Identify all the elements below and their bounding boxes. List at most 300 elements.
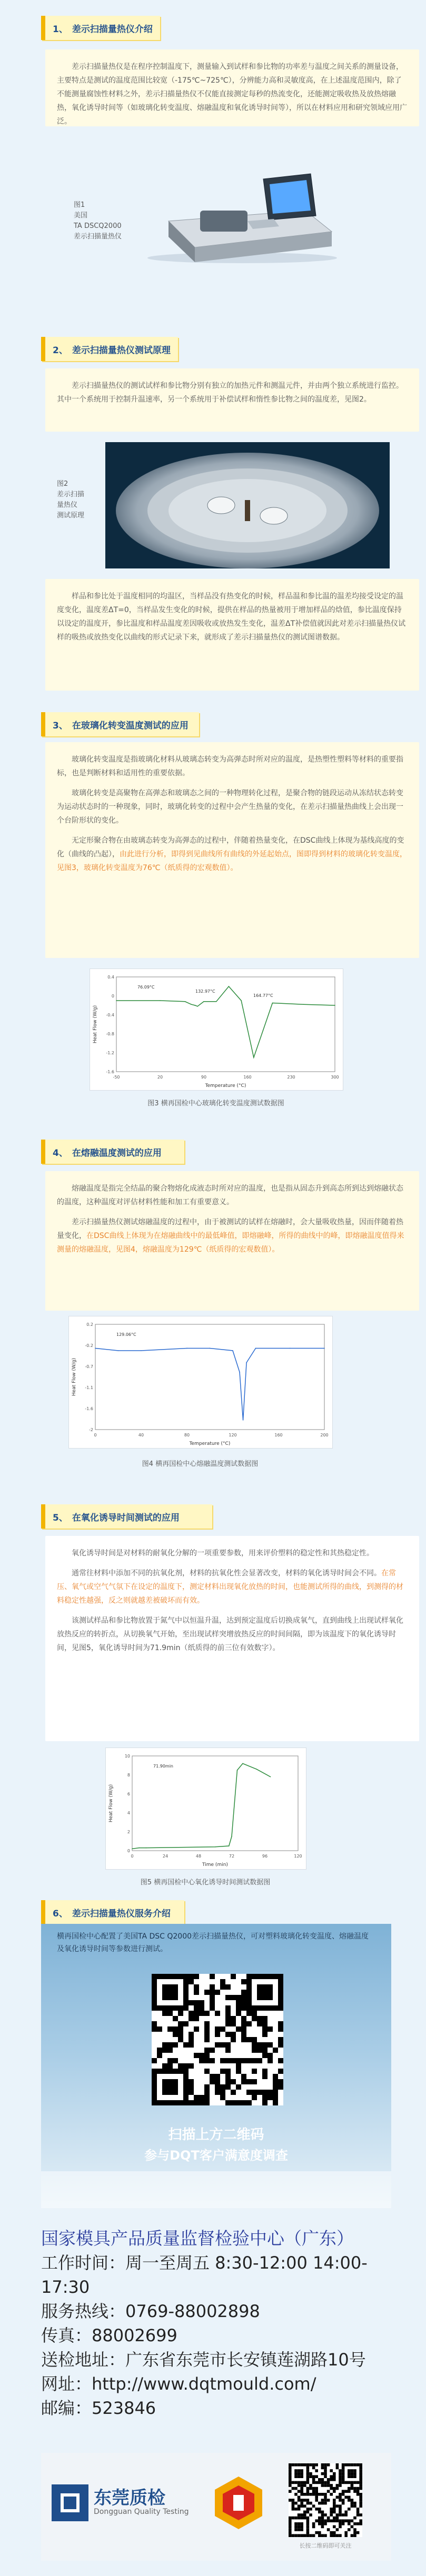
qr-module — [336, 2513, 339, 2517]
qr-module — [278, 1990, 283, 1995]
qr-module — [173, 1984, 178, 1990]
qr-module — [344, 2496, 348, 2499]
qr-module — [324, 2499, 327, 2502]
qr-module — [327, 2528, 330, 2531]
x-tick-label: 160 — [243, 1075, 252, 1080]
qr-module — [300, 2513, 303, 2517]
qr-module — [246, 2021, 252, 2026]
qr-module — [321, 2484, 324, 2487]
figure-1-label: 图1 美国 TA DSCQ2000 差示扫描量热仪 — [74, 201, 122, 241]
chart-annotation: 71.90min — [153, 1764, 173, 1769]
qr-module — [348, 2481, 351, 2484]
qr-module — [157, 2069, 162, 2074]
data-point — [195, 1005, 196, 1006]
qr-module — [315, 2469, 318, 2472]
x-tick-label: 230 — [287, 1075, 295, 1080]
qr-module — [178, 2037, 183, 2042]
plot-frame — [116, 977, 335, 1072]
qr-module — [359, 2472, 362, 2475]
qr-module — [321, 2472, 324, 2475]
qr-module — [183, 1995, 189, 2000]
qr-module — [298, 2525, 301, 2529]
qr-module — [220, 2069, 225, 2074]
qr-module — [351, 2475, 354, 2478]
qr-module — [241, 2016, 246, 2021]
qr-module — [303, 2513, 306, 2517]
qr-module — [194, 2011, 199, 2016]
qr-module — [306, 2493, 310, 2496]
qr-module — [152, 2026, 157, 2032]
qr-module — [318, 2508, 321, 2511]
chart-glass-transition — [90, 969, 343, 1091]
qr-module — [210, 2074, 215, 2079]
qr-module — [152, 1984, 157, 1990]
section-4-highlight: 在DSC曲线上体现为在熔融曲线中的最低峰值，即熔融峰，所得的曲线中的峰，即熔融温度值得来测量的熔融温度，见图4，熔融温度为129℃（纸质得的宏观数值）。 — [57, 1232, 404, 1254]
qr-module — [241, 2032, 246, 2037]
y-tick-label: -0.7 — [85, 1364, 93, 1369]
qr-module — [321, 2522, 324, 2525]
qr-module — [353, 2475, 356, 2478]
qr-module — [294, 2469, 298, 2472]
qr-module — [339, 2511, 342, 2514]
data-point — [253, 1057, 254, 1058]
qr-module — [330, 2475, 333, 2478]
qr-module — [268, 2058, 273, 2063]
qr-module — [183, 2042, 189, 2048]
qr-module — [289, 2478, 292, 2481]
qr-module — [204, 2084, 210, 2090]
chart-oit — [105, 1748, 306, 1870]
data-point — [334, 1005, 335, 1006]
qr-module — [292, 2481, 295, 2484]
qr-module — [330, 2519, 333, 2522]
qr-module — [298, 2528, 301, 2531]
data-point — [216, 1001, 217, 1002]
qr-module — [336, 2496, 339, 2499]
section-3-text-1: 玻璃化转变温度是指玻璃化材料从玻璃态转变为高弹态时所对应的温度，是热塑性塑料等材料的重要指标，也是判断材料和适用性的重要依据。 — [57, 755, 403, 777]
x-tick-label: 120 — [294, 1854, 302, 1859]
qr-module — [162, 1990, 167, 1995]
qr-module — [359, 2481, 362, 2484]
qr-module — [241, 2005, 246, 2011]
qr-module — [306, 2463, 310, 2467]
y-tick-label: 2 — [127, 1830, 130, 1834]
qr-module — [312, 2467, 315, 2470]
qr-module — [268, 2005, 273, 2011]
qr-module — [289, 2517, 292, 2520]
qr-module — [303, 2517, 306, 2520]
qr-module — [204, 2011, 210, 2016]
qr-module — [306, 2508, 310, 2511]
qr-module — [173, 1995, 178, 2000]
survey-qr-code[interactable] — [152, 1974, 283, 2105]
qr-module — [246, 2000, 252, 2005]
qr-module — [252, 2042, 257, 2048]
qr-module — [348, 2499, 351, 2502]
chart-annotation: 129.06°C — [116, 1332, 136, 1337]
y-tick-label: 8 — [127, 1773, 130, 1778]
qr-module — [321, 2467, 324, 2470]
data-point — [256, 1769, 257, 1770]
qr-module — [199, 2000, 204, 2005]
qr-module — [359, 2463, 362, 2467]
qr-module — [353, 2534, 356, 2537]
section-4-header: 4、 在熔融温度测试的应用 — [41, 1140, 184, 1164]
qr-module — [152, 2000, 157, 2005]
qr-module — [236, 2069, 241, 2074]
postcode: 邮编：523846 — [41, 2398, 156, 2418]
qr-module — [300, 2493, 303, 2496]
section-4-title: 在熔融温度测试的应用 — [72, 1147, 162, 1159]
qr-module — [351, 2484, 354, 2487]
qr-module — [189, 2011, 194, 2016]
qr-module — [257, 2021, 262, 2026]
section-6-text: 横再国检中心配置了美国TA DSC Q2000差示扫描量热仪，可对塑料玻璃化转变温度、熔融温度及氧化诱导时间等参数进行测试。 — [57, 1932, 369, 1953]
qr-module — [157, 1974, 162, 1979]
qr-module — [309, 2534, 312, 2537]
qr-module — [306, 2487, 310, 2490]
qr-module — [303, 2484, 306, 2487]
qr-module — [298, 2484, 301, 2487]
qr-module — [167, 2011, 173, 2016]
qr-module — [278, 2005, 283, 2011]
qr-module — [312, 2478, 315, 2481]
qr-module — [273, 2095, 278, 2100]
brand-name-en: Dongguan Quality Testing — [94, 2508, 189, 2516]
section-5-text-3: 该测试样品和参比物放置于氮气中以恒温升温，达到预定温度后切换成氧气，直到曲线上出现试样氧化放热反应的转折点，从切换氧气开始，至出现试样突增放热反应的时间间隔，即为该温度下的氧化诱导时间，见图5，氧化诱导时间为71.9min（纸质得的前三位有效数字）。 — [57, 1616, 403, 1652]
y-tick-label: -1.6 — [106, 1070, 114, 1074]
qr-module — [333, 2502, 336, 2505]
qr-module — [344, 2463, 348, 2467]
qr-module — [359, 2478, 362, 2481]
data-point — [95, 1348, 96, 1349]
qr-module — [210, 2048, 215, 2053]
qr-module — [351, 2504, 354, 2508]
qr-module — [268, 1974, 273, 1979]
qr-module — [204, 2026, 210, 2032]
qr-module — [252, 2090, 257, 2095]
qr-module — [225, 2016, 231, 2021]
qr-module — [199, 2058, 204, 2063]
qr-module — [236, 2000, 241, 2005]
qr-module — [252, 2095, 257, 2100]
org-name: 国家模具产品质量监督检验中心（广东） — [41, 2228, 354, 2249]
qr-module — [210, 2079, 215, 2084]
qr-module — [246, 1979, 252, 1984]
qr-module — [306, 2475, 310, 2478]
section-2-body — [45, 368, 419, 432]
qr-module — [306, 2499, 310, 2502]
qr-module — [162, 2090, 167, 2095]
qr-module — [194, 2053, 199, 2058]
x-tick-label: 0 — [94, 1433, 97, 1437]
qr-module — [278, 2058, 283, 2063]
qr-module — [225, 2032, 231, 2037]
qr-module — [300, 2517, 303, 2520]
qr-module — [289, 2522, 292, 2525]
qr-module — [300, 2487, 303, 2490]
qr-module — [306, 2490, 310, 2493]
qr-module — [321, 2534, 324, 2537]
chart-annotation: 164.77°C — [253, 993, 273, 998]
qr-module — [342, 2478, 345, 2481]
x-tick-label: 200 — [320, 1433, 329, 1437]
qr-module — [306, 2478, 310, 2481]
qr-module — [241, 1990, 246, 1995]
qr-module — [344, 2481, 348, 2484]
qr-module — [306, 2511, 310, 2514]
qr-module — [342, 2472, 345, 2475]
qr-module — [342, 2499, 345, 2502]
qr-module — [321, 2517, 324, 2520]
qr-module — [278, 2042, 283, 2048]
qr-module — [167, 2090, 173, 2095]
y-tick-label: -1.1 — [85, 1385, 93, 1390]
qr-module — [225, 2100, 231, 2105]
qr-module — [262, 2074, 268, 2079]
qr-module — [162, 2048, 167, 2053]
qr-module — [339, 2493, 342, 2496]
qr-module — [273, 2090, 278, 2095]
qr-module — [194, 2005, 199, 2011]
qr-module — [173, 2100, 178, 2105]
qr-module — [167, 2079, 173, 2084]
qr-module — [152, 2100, 157, 2105]
qr-module — [353, 2531, 356, 2534]
data-point — [145, 1848, 146, 1849]
qr-module — [204, 2021, 210, 2026]
qr-module — [351, 2463, 354, 2467]
data-point — [243, 1420, 244, 1421]
contact-info — [41, 2226, 391, 2420]
qr-module — [353, 2504, 356, 2508]
series-line — [116, 986, 335, 1057]
y-tick-label: 4 — [127, 1811, 130, 1815]
qr-module — [321, 2499, 324, 2502]
qr-module — [262, 1990, 268, 1995]
qr-module — [309, 2502, 312, 2505]
qr-module — [178, 2069, 183, 2074]
qr-module — [336, 2467, 339, 2470]
qr-module — [189, 2000, 194, 2005]
qr-module — [324, 2513, 327, 2517]
qr-module — [330, 2493, 333, 2496]
qr-module — [339, 2475, 342, 2478]
y-tick-label: -1.2 — [106, 1051, 114, 1055]
qr-module — [312, 2490, 315, 2493]
qr-module — [318, 2511, 321, 2514]
qr-module — [183, 2084, 189, 2090]
qr-module — [300, 2469, 303, 2472]
qr-module — [268, 1984, 273, 1990]
qr-module — [289, 2519, 292, 2522]
qr-module — [257, 1990, 262, 1995]
qr-module — [324, 2519, 327, 2522]
qr-module — [246, 2100, 252, 2105]
qr-module — [215, 2042, 220, 2048]
qr-module — [312, 2487, 315, 2490]
qr-module — [262, 2005, 268, 2011]
section-5-text-1: 氧化诱导时间是对材料的耐氧化分解的一项重要参数，用来评价塑料的稳定性和其热稳定性。 — [72, 1549, 374, 1557]
qr-module — [162, 1974, 167, 1979]
qr-module — [262, 2053, 268, 2058]
data-point — [132, 1849, 133, 1850]
qr-module — [199, 2053, 204, 2058]
qr-module — [204, 2095, 210, 2100]
qr-module — [210, 1995, 215, 2000]
qr-module — [178, 2100, 183, 2105]
qr-module — [300, 2499, 303, 2502]
section-5-highlight: 在常压、氧气或空气气氛下在设定的温度下，测定材料出现氧化放热的时间，也能测试所得的曲线，到测得的材料稳定性越强，反之则就越差被破坏而有效。 — [57, 1569, 403, 1605]
data-point — [215, 1846, 216, 1848]
qr-module — [167, 2048, 173, 2053]
section-4-body — [45, 1171, 419, 1311]
qr-module — [173, 2032, 178, 2037]
qr-module — [318, 2531, 321, 2534]
qr-module — [225, 2042, 231, 2048]
qr-module — [189, 2090, 194, 2095]
qr-module — [339, 2469, 342, 2472]
qr-module — [333, 2487, 336, 2490]
data-point — [197, 1006, 198, 1007]
follow-qr-note: 长按二维码即可关注 — [299, 2542, 352, 2549]
website[interactable]: 网址：http://www.dqtmould.com/ — [41, 2374, 316, 2394]
qr-module — [333, 2534, 336, 2537]
qr-module — [178, 2021, 183, 2026]
qr-module — [353, 2517, 356, 2520]
section-5-text-2: 通常往材料中添加不同的抗氧化剂，材料的抗氧化性会显著改变，材料的氧化诱导时间会不同。在常压、氧气或空气气氛下在设定的温度下，测定材料出现氧化放热的时间，也能测试所得的曲线，到测得的材料稳定性越强，反之则就越差被破坏而有效。 — [57, 1569, 403, 1605]
y-tick-label: -0.8 — [106, 1032, 114, 1036]
qr-module — [303, 2511, 306, 2514]
qr-module — [342, 2469, 345, 2472]
qr-module — [344, 2513, 348, 2517]
follow-qr-code[interactable] — [289, 2463, 362, 2537]
qr-module — [336, 2528, 339, 2531]
qr-module — [194, 2026, 199, 2032]
qr-module — [194, 1990, 199, 1995]
qr-module — [289, 2467, 292, 2470]
qr-module — [294, 2493, 298, 2496]
qr-module — [300, 2502, 303, 2505]
qr-module — [278, 2079, 283, 2084]
qr-module — [225, 2058, 231, 2063]
qr-module — [262, 1995, 268, 2000]
qr-module — [257, 2058, 262, 2063]
qr-module — [268, 2095, 273, 2100]
qr-module — [194, 2000, 199, 2005]
qr-module — [353, 2469, 356, 2472]
y-tick-label: 0.2 — [86, 1322, 93, 1327]
qr-module — [220, 1984, 225, 1990]
fax: 传真：88002699 — [41, 2325, 177, 2345]
qr-module — [303, 2534, 306, 2537]
qr-module — [189, 2079, 194, 2084]
qr-module — [220, 1979, 225, 1984]
qr-module — [252, 2079, 257, 2084]
plot-frame — [95, 1324, 324, 1430]
qr-module — [225, 2069, 231, 2074]
data-point — [324, 1348, 325, 1349]
qr-module — [351, 2502, 354, 2505]
qr-module — [359, 2504, 362, 2508]
qr-module — [289, 2475, 292, 2478]
series-line — [132, 1763, 271, 1849]
qr-module — [315, 2481, 318, 2484]
qr-module — [220, 2026, 225, 2032]
qr-module — [183, 1990, 189, 1995]
qr-module — [246, 2037, 252, 2042]
qr-module — [351, 2525, 354, 2529]
qr-module — [225, 2005, 231, 2011]
qr-module — [330, 2478, 333, 2481]
qr-module — [348, 2490, 351, 2493]
qr-module — [162, 2011, 167, 2016]
qr-module — [342, 2490, 345, 2493]
data-point — [303, 1004, 304, 1005]
qr-module — [231, 2079, 236, 2084]
qr-module — [278, 2000, 283, 2005]
qr-module — [327, 2519, 330, 2522]
qr-module — [152, 2095, 157, 2100]
qr-module — [268, 1990, 273, 1995]
qr-module — [173, 2079, 178, 2084]
qr-module — [336, 2519, 339, 2522]
qr-module — [348, 2496, 351, 2499]
qr-module — [298, 2508, 301, 2511]
qr-module — [342, 2493, 345, 2496]
qr-module — [359, 2502, 362, 2505]
qr-module — [333, 2490, 336, 2493]
qr-module — [225, 2079, 231, 2084]
qr-module — [292, 2499, 295, 2502]
qr-module — [315, 2531, 318, 2534]
qr-module — [294, 2487, 298, 2490]
qr-module — [309, 2513, 312, 2517]
qr-module — [298, 2472, 301, 2475]
qr-module — [348, 2508, 351, 2511]
qr-module — [339, 2472, 342, 2475]
qr-module — [231, 2100, 236, 2105]
qr-module — [300, 2472, 303, 2475]
qr-module — [215, 2090, 220, 2095]
qr-module — [348, 2487, 351, 2490]
qr-module — [189, 1979, 194, 1984]
qr-module — [303, 2504, 306, 2508]
qr-module — [231, 1995, 236, 2000]
qr-module — [236, 2058, 241, 2063]
qr-module — [330, 2508, 333, 2511]
qr-module — [231, 2032, 236, 2037]
qr-module — [303, 2493, 306, 2496]
qr-module — [167, 2005, 173, 2011]
qr-module — [344, 2519, 348, 2522]
qr-module — [300, 2528, 303, 2531]
qr-module — [318, 2481, 321, 2484]
qr-module — [324, 2502, 327, 2505]
qr-module — [262, 2016, 268, 2021]
qr-module — [318, 2519, 321, 2522]
qr-module — [215, 2032, 220, 2037]
qr-module — [152, 2074, 157, 2079]
qr-module — [167, 1990, 173, 1995]
qr-module — [231, 2058, 236, 2063]
qr-module — [327, 2484, 330, 2487]
qr-module — [309, 2508, 312, 2511]
qr-module — [342, 2502, 345, 2505]
qr-module — [312, 2504, 315, 2508]
y-tick-label: -2 — [89, 1427, 93, 1432]
qr-module — [278, 2037, 283, 2042]
